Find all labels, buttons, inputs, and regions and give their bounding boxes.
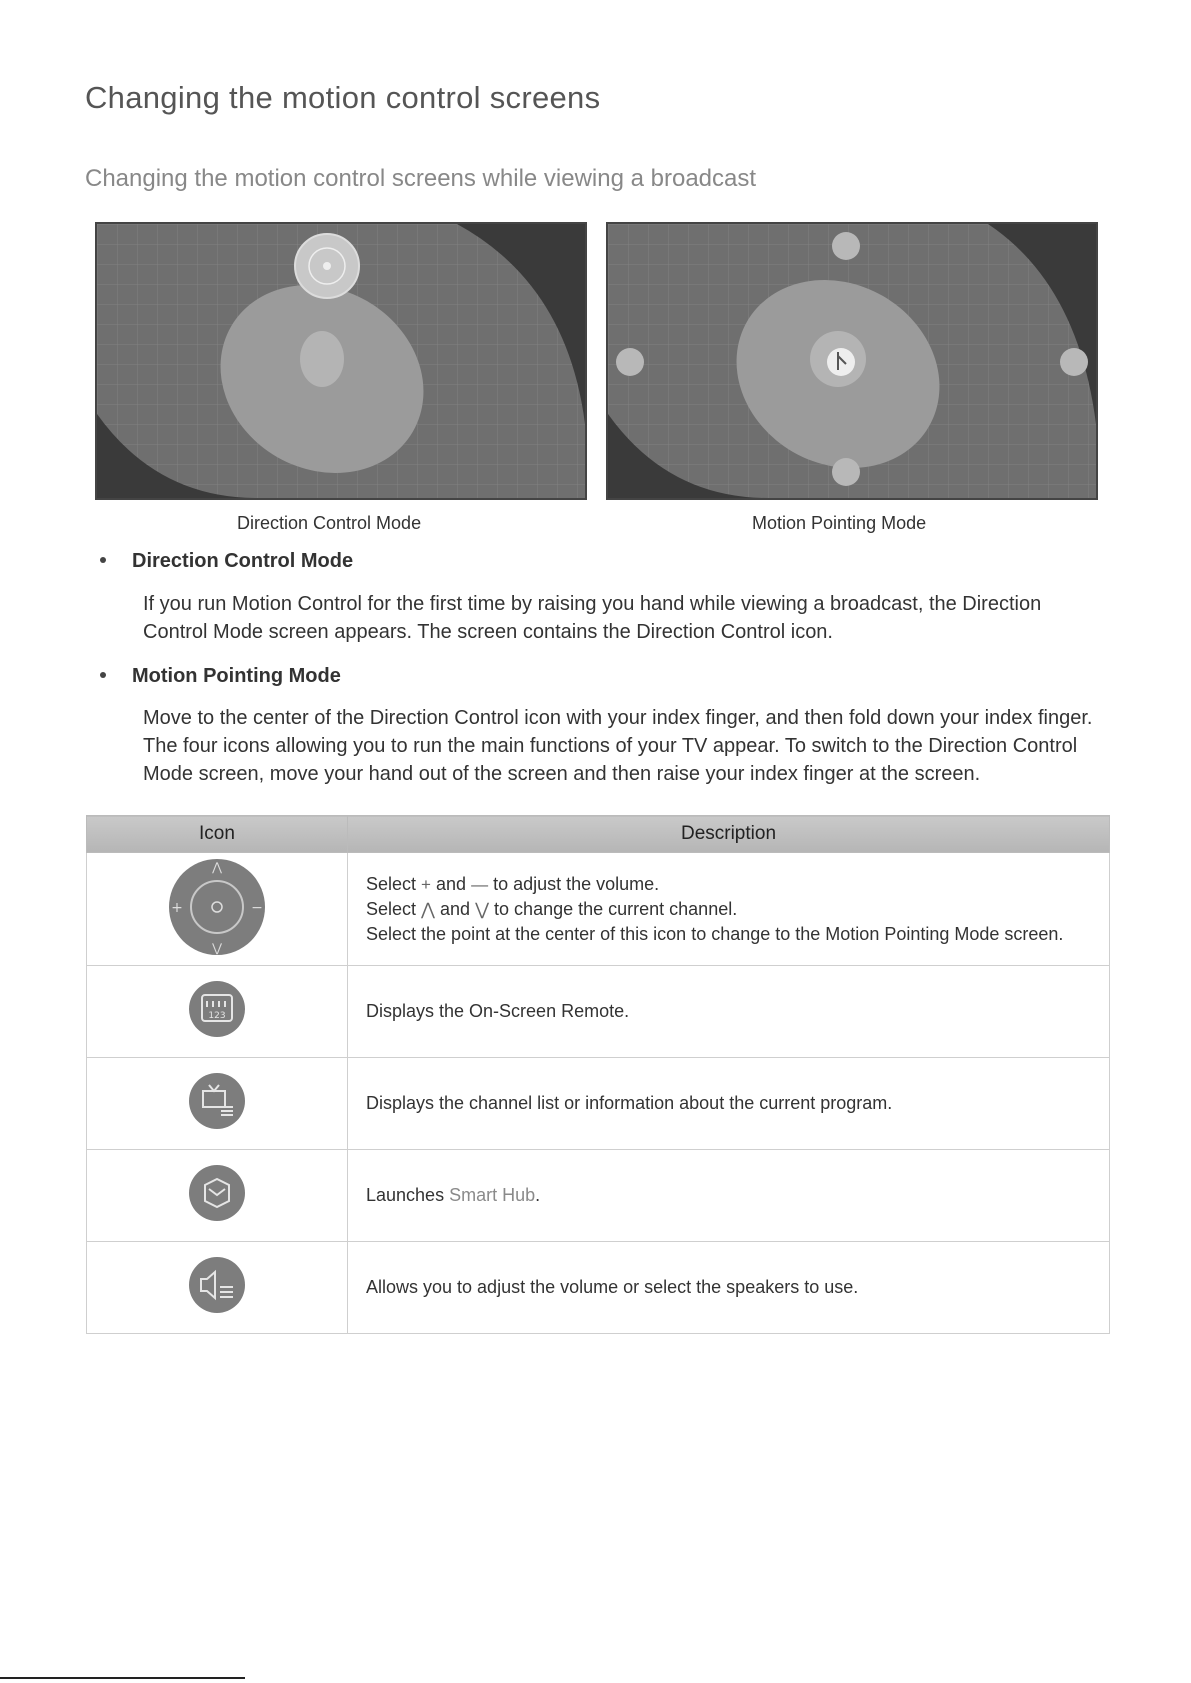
bullet-title: Direction Control Mode (132, 550, 354, 572)
direction-control-icon (295, 234, 359, 298)
channel-list-icon (187, 1071, 247, 1131)
table-row (87, 966, 1110, 1058)
table-header-row (87, 816, 1110, 853)
text-channel: to change the current channel. (494, 898, 738, 919)
speaker-settings-icon (187, 1255, 247, 1315)
minus-icon: — (471, 874, 489, 894)
text-select: Select (366, 873, 417, 894)
text-period: . (535, 1185, 541, 1205)
smart-hub-icon (832, 458, 860, 486)
footer-divider (0, 1677, 245, 1679)
chevron-up-icon: ⋀ (421, 899, 435, 919)
description-cell (348, 1150, 1110, 1242)
icon-cell (87, 966, 348, 1058)
hand-pointer-icon (827, 348, 855, 376)
icon-cell (87, 853, 348, 966)
svg-text:−: − (251, 899, 263, 916)
channel-instruction (366, 897, 1108, 922)
svg-text:123: 123 (208, 1011, 226, 1021)
svg-text:⋀: ⋀ (212, 859, 222, 874)
table-row (87, 1150, 1110, 1242)
screenshot-caption-direction: Direction Control Mode (237, 513, 422, 533)
volume-instruction (366, 872, 1108, 897)
icon-cell (87, 1058, 348, 1150)
text-and: and (440, 898, 471, 919)
text-select: Select (366, 898, 417, 919)
description-cell (348, 853, 1110, 966)
icon-reference-table (86, 815, 1110, 1334)
description-cell: Allows you to adjust the volume or select the speakers to use. (348, 1242, 1110, 1334)
bullet-title: Motion Pointing Mode (132, 665, 341, 687)
svg-text:⋁: ⋁ (212, 940, 222, 955)
table-row (87, 853, 1110, 966)
description-cell: Displays the On-Screen Remote. (348, 966, 1110, 1058)
smart-hub-label: Smart Hub (449, 1185, 536, 1205)
bullet-icon (100, 557, 106, 563)
smart-hub-icon (187, 1163, 247, 1223)
on-screen-remote-icon (832, 232, 860, 260)
bullet-direction-control (100, 550, 353, 573)
plus-icon: + (421, 874, 431, 894)
on-screen-remote-icon (187, 979, 247, 1039)
channel-list-icon (616, 348, 644, 376)
description-cell: Displays the channel list or information about the current program. (348, 1058, 1110, 1150)
speaker-settings-icon (1060, 348, 1088, 376)
icon-cell (87, 1150, 348, 1242)
table-header-description: Description (348, 816, 1110, 853)
text-volume: to adjust the volume. (493, 873, 660, 894)
table-row (87, 1058, 1110, 1150)
chevron-down-icon: ⋁ (475, 899, 490, 919)
screenshot-caption-motion: Motion Pointing Mode (752, 513, 927, 533)
bullet-motion-pointing (100, 665, 341, 688)
text-launches: Launches (366, 1185, 445, 1205)
text-and: and (436, 873, 467, 894)
bullet-icon (100, 672, 106, 678)
icon-cell (87, 1242, 348, 1334)
section-subtitle: Changing the motion control screens while viewing a broadcast (85, 165, 757, 192)
direction-control-description: If you run Motion Control for the first time by raising you hand while viewing a broadcast, the Direction Control Mode screen appears. The screen contains the Direction Control icon. (143, 593, 1042, 643)
table-row (87, 1242, 1110, 1334)
direction-control-icon (167, 857, 267, 957)
svg-text:+: + (171, 899, 183, 916)
center-point-instruction: Select the point at the center of this icon to change to the Motion Pointing Mode screen. (366, 923, 1064, 944)
direction-control-screenshot (95, 222, 587, 500)
table-header-icon: Icon (87, 816, 348, 853)
motion-pointing-description: Move to the center of the Direction Control icon with your index finger, and then fold down your index finger. The four icons allowing you to run the main functions of your TV appear. To switch to the Direction Control Mode screen, move your hand out of the screen and then raise your index finger at the screen. (143, 707, 1093, 785)
page-title: Changing the motion control screens (85, 80, 601, 115)
motion-pointing-screenshot (606, 222, 1098, 500)
